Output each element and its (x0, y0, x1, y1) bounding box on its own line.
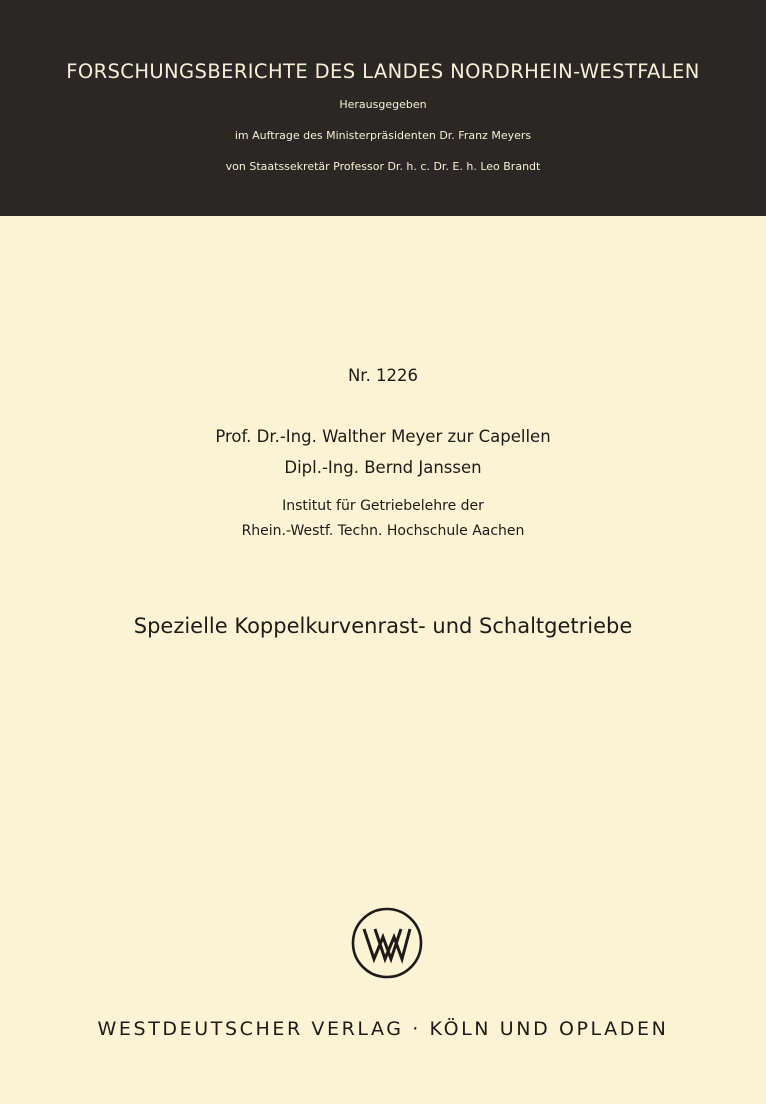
publisher-w-logo-icon (350, 906, 424, 980)
editor-label: Herausgegeben (339, 98, 427, 111)
header-band (0, 0, 766, 216)
editor-line: von Staatssekretär Professor Dr. h. c. Dr. E. h. Leo Brandt (225, 160, 541, 173)
institute-line-2: Rhein.-Westf. Techn. Hochschule Aachen (241, 523, 525, 539)
series-title: FORSCHUNGSBERICHTE DES LANDES NORDRHEIN-WESTFALEN (66, 60, 700, 83)
author-2: Dipl.-Ing. Bernd Janssen (284, 458, 482, 477)
commission-line: im Auftrage des Ministerpräsidenten Dr. Franz Meyers (234, 129, 532, 142)
book-title: Spezielle Koppelkurvenrast- und Schaltgetriebe (133, 614, 633, 638)
report-number: Nr. 1226 (347, 366, 419, 385)
author-1: Prof. Dr.-Ing. Walther Meyer zur Capellen (215, 427, 551, 446)
institute-line-1: Institut für Getriebelehre der (282, 498, 484, 514)
publisher-line: WESTDEUTSCHER VERLAG · KÖLN UND OPLADEN (97, 1018, 669, 1040)
